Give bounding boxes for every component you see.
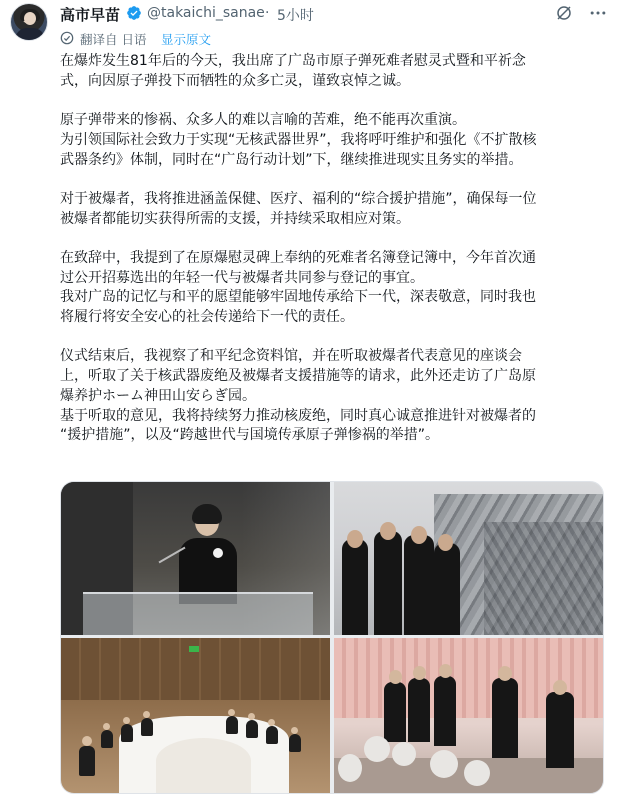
- text-line: 式，向因原子弹投下而牺牲的众多亡灵，谨致哀悼之诚。: [60, 72, 410, 89]
- text-line: 在爆炸发生81年后的今天，我出席了广岛市原子弹死难者慰灵式暨和平祈念: [60, 53, 526, 69]
- photo-nursing-home-visit[interactable]: [334, 638, 604, 794]
- paragraph-4: [60, 249, 605, 328]
- paragraph-2: [60, 111, 605, 170]
- text-line: 原子弹带来的惨祸、众多人的难以言喻的苦难，绝不能再次重演。: [60, 112, 466, 129]
- text-line: 武器条约》体制，同时在“广岛行动计划”下，继续推进现实且务实的举措。: [60, 151, 523, 168]
- media-grid: [60, 481, 604, 794]
- translated-from-label: 翻译自 日语: [80, 32, 147, 47]
- text-line: 仪式结束后，我视察了和平纪念资料馆，并在听取被爆者代表意见的座谈会: [60, 348, 522, 365]
- author-handle[interactable]: @takaichi_sanae: [147, 5, 265, 21]
- text-line: 爆养护ホーム神田山安らぎ园。: [60, 387, 256, 404]
- text-line: 被爆者都能切实获得所需的支援，并持续采取相应对策。: [60, 210, 410, 227]
- photo-speech-at-ceremony[interactable]: [61, 482, 330, 635]
- paragraph-3: [60, 190, 605, 229]
- verified-badge-icon: [126, 5, 142, 21]
- paragraph-5: [60, 347, 605, 446]
- post-header: [0, 0, 619, 34]
- more-options-icon[interactable]: [588, 3, 608, 23]
- paragraph-1: [60, 52, 605, 91]
- post-timestamp[interactable]: 5小时: [277, 8, 314, 24]
- text-line: 为引领国际社会致力于实现“无核武器世界”，我将呼吁维护和强化《不扩散核: [60, 131, 537, 148]
- text-line: 将履行将安全安心的社会传递给下一代的责任。: [60, 309, 354, 326]
- photo-meeting-with-survivors[interactable]: [61, 638, 330, 794]
- text-line: 我对广岛的记忆与和平的愿望能够牢固地传承给下一代，深表敬意，同时我也: [60, 289, 536, 306]
- show-original-link[interactable]: 显示原文: [161, 32, 212, 47]
- text-line: 对于被爆者，我将推进涵盖保健、医疗、福利的“综合援护措施”，确保每一位: [60, 190, 537, 207]
- photo-museum-visit[interactable]: [334, 482, 604, 635]
- text-line: 上，听取了关于核武器废绝及被爆者支援措施等的请求，此外还走访了广岛原: [60, 368, 536, 385]
- separator-dot: ·: [265, 5, 270, 21]
- text-line: 基于听取的意见，我将持续努力推动核废绝，同时真心诚意推进针对被爆者的: [60, 407, 536, 424]
- text-line: 在致辞中，我提到了在原爆慰灵碑上奉纳的死难者名簿登记簿中，今年首次通: [60, 249, 536, 266]
- translate-icon: [60, 31, 74, 45]
- author-avatar[interactable]: [10, 3, 48, 41]
- text-line: “援护措施”，以及“跨越世代与国境传承原子弹惨祸的举措”。: [60, 427, 440, 444]
- grok-icon[interactable]: [555, 4, 573, 22]
- author-name[interactable]: 高市早苗: [60, 6, 121, 24]
- text-line: 过公开招募选出的年轻一代与被爆者共同参与登记的事宜。: [60, 269, 424, 286]
- post-text: [60, 52, 605, 466]
